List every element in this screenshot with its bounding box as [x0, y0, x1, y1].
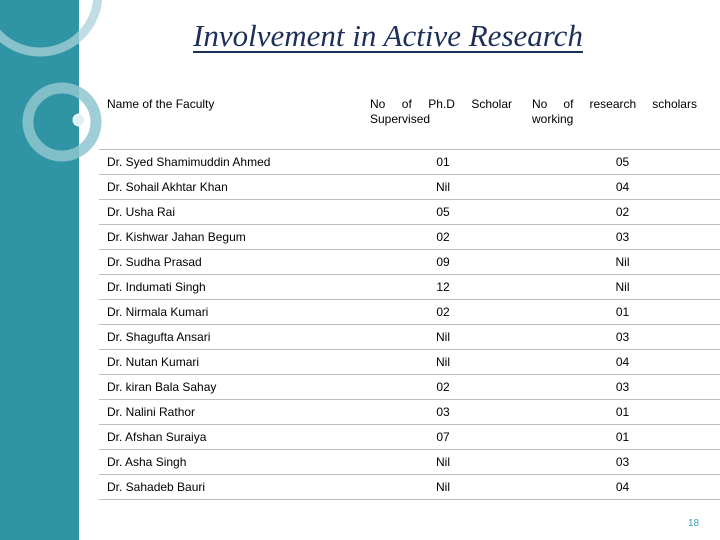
- research-count: 04: [524, 350, 720, 375]
- phd-count: 12: [362, 275, 524, 300]
- slide-title: Involvement in Active Research: [193, 18, 583, 53]
- header-phd-word: No: [370, 97, 386, 111]
- faculty-name: Dr. Kishwar Jahan Begum: [99, 225, 362, 250]
- phd-count: 09: [362, 250, 524, 275]
- faculty-table: [99, 88, 720, 500]
- faculty-name: Dr. Afshan Suraiya: [99, 425, 362, 450]
- research-count: Nil: [524, 275, 720, 300]
- header-phd-line2: Supervised: [370, 112, 431, 126]
- header-research-word: No: [532, 97, 548, 111]
- header-research-word: of: [563, 97, 574, 111]
- header-phd-word: Scholar: [471, 97, 512, 111]
- page-number: 18: [688, 518, 700, 529]
- research-count: 04: [524, 175, 720, 200]
- faculty-name: Dr. Syed Shamimuddin Ahmed: [99, 150, 362, 175]
- header-phd-word: of: [401, 97, 412, 111]
- faculty-name: Dr. kiran Bala Sahay: [99, 375, 362, 400]
- phd-count: 07: [362, 425, 524, 450]
- research-count: 05: [524, 150, 720, 175]
- tiny-dot: [90, 107, 95, 112]
- table-row: [99, 350, 720, 375]
- phd-count: Nil: [362, 175, 524, 200]
- faculty-name: Dr. Asha Singh: [99, 450, 362, 475]
- faculty-name: Dr. Sudha Prasad: [99, 250, 362, 275]
- research-count: 01: [524, 425, 720, 450]
- table-row: [99, 375, 720, 400]
- phd-count: 02: [362, 225, 524, 250]
- phd-count: Nil: [362, 325, 524, 350]
- research-count: 03: [524, 450, 720, 475]
- phd-count: Nil: [362, 450, 524, 475]
- research-count: 03: [524, 375, 720, 400]
- header-phd-word: Ph.D: [428, 97, 455, 111]
- faculty-name: Dr. Usha Rai: [99, 200, 362, 225]
- research-count: 02: [524, 200, 720, 225]
- faculty-name: Dr. Sohail Akhtar Khan: [99, 175, 362, 200]
- header-research-line2: working: [532, 112, 574, 126]
- header-faculty: Name of the Faculty: [99, 88, 362, 150]
- table-row: [99, 450, 720, 475]
- research-count: 01: [524, 400, 720, 425]
- faculty-name: Dr. Indumati Singh: [99, 275, 362, 300]
- phd-count: Nil: [362, 475, 524, 500]
- research-count: 03: [524, 225, 720, 250]
- phd-count: 01: [362, 150, 524, 175]
- header-research-word: research: [589, 97, 637, 111]
- sidebar-band: [0, 0, 79, 540]
- faculty-name: Dr. Nalini Rathor: [99, 400, 362, 425]
- faculty-name: Dr. Shagufta Ansari: [99, 325, 362, 350]
- header-research-word: scholars: [652, 97, 697, 111]
- phd-count: 05: [362, 200, 524, 225]
- header-research: [524, 88, 720, 150]
- phd-count: 02: [362, 300, 524, 325]
- table-row: [99, 400, 720, 425]
- table-row: [99, 250, 720, 275]
- table-row: [99, 200, 720, 225]
- research-count: 03: [524, 325, 720, 350]
- faculty-name: Dr. Nutan Kumari: [99, 350, 362, 375]
- faculty-name: Dr. Nirmala Kumari: [99, 300, 362, 325]
- research-count: 01: [524, 300, 720, 325]
- table-row: [99, 300, 720, 325]
- phd-count: Nil: [362, 350, 524, 375]
- phd-count: 03: [362, 400, 524, 425]
- table-row: [99, 275, 720, 300]
- phd-count: 02: [362, 375, 524, 400]
- table-row: [99, 325, 720, 350]
- faculty-name: Dr. Sahadeb Bauri: [99, 475, 362, 500]
- table-row: [99, 175, 720, 200]
- header-phd: [362, 88, 524, 150]
- research-count: 04: [524, 475, 720, 500]
- table-row: [99, 225, 720, 250]
- table-row: [99, 425, 720, 450]
- table-header-row: [99, 88, 720, 150]
- table-row: [99, 150, 720, 175]
- table-row: [99, 475, 720, 500]
- research-count: Nil: [524, 250, 720, 275]
